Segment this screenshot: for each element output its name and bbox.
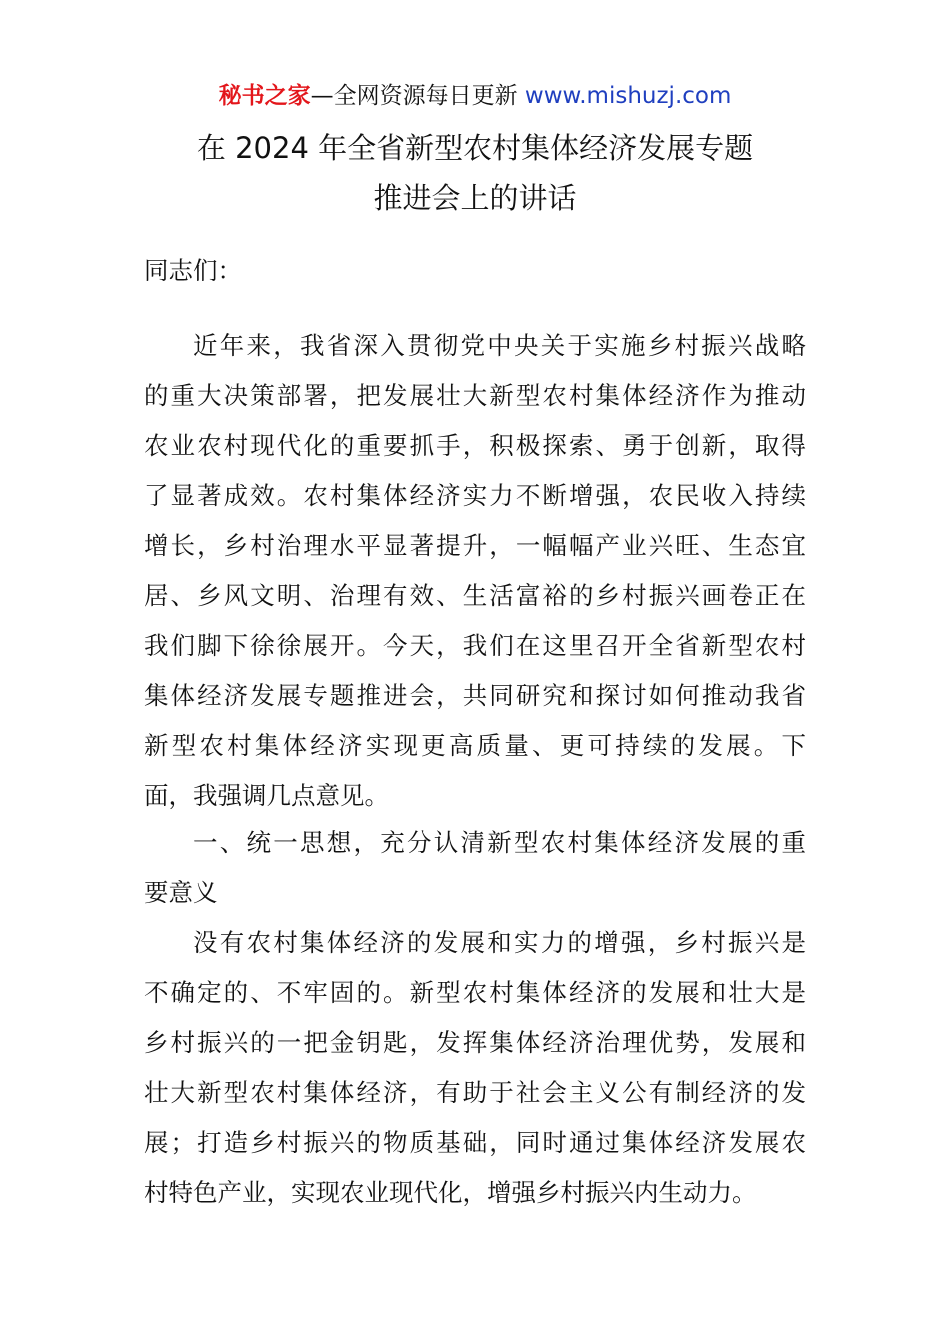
paragraph-line: 我们脚下徐徐展开。今天，我们在这里召开全省新型农村 xyxy=(144,631,806,660)
section-heading-line: 要意义 xyxy=(144,878,218,907)
section-heading-line: 一、统一思想，充分认清新型农村集体经济发展的重 xyxy=(193,828,806,857)
paragraph-line: 的重大决策部署，把发展壮大新型农村集体经济作为推动 xyxy=(144,381,806,410)
paragraph-line: 集体经济发展专题推进会，共同研究和探讨如何推动我省 xyxy=(144,681,806,710)
section-heading-1 xyxy=(144,818,806,918)
header-tagline: —全网资源每日更新 xyxy=(310,83,518,109)
document-title-line-2: 推进会上的讲话 xyxy=(373,181,577,215)
paragraph-line: 新型农村集体经济实现更高质量、更可持续的发展。下 xyxy=(144,731,806,760)
paragraph-line: 展；打造乡村振兴的物质基础，同时通过集体经济发展农 xyxy=(144,1128,806,1157)
paragraph-line: 没有农村集体经济的发展和实力的增强，乡村振兴是 xyxy=(193,928,806,957)
paragraph-line: 乡村振兴的一把金钥匙，发挥集体经济治理优势，发展和 xyxy=(144,1028,806,1057)
paragraph-line: 近年来，我省深入贯彻党中央关于实施乡村振兴战略 xyxy=(193,331,806,360)
paragraph-line: 不确定的、不牢固的。新型农村集体经济的发展和壮大是 xyxy=(144,978,806,1007)
brand-name: 秘书之家 xyxy=(218,83,311,109)
document-title-line-1: 在 2024 年全省新型农村集体经济发展专题 xyxy=(196,131,754,165)
paragraph-line: 壮大新型农村集体经济，有助于社会主义公有制经济的发 xyxy=(144,1078,806,1107)
paragraph-2 xyxy=(144,918,806,1218)
salutation: 同志们： xyxy=(144,256,242,285)
paragraph-1 xyxy=(144,321,806,821)
paragraph-line: 农业农村现代化的重要抓手，积极探索、勇于创新，取得 xyxy=(144,431,806,460)
paragraph-line: 了显著成效。农村集体经济实力不断增强，农民收入持续 xyxy=(144,481,806,510)
paragraph-line: 增长，乡村治理水平显著提升，一幅幅产业兴旺、生态宜 xyxy=(144,531,806,560)
site-url[interactable]: www.mishuzj.com xyxy=(524,83,732,109)
paragraph-line: 村特色产业，实现农业现代化，增强乡村振兴内生动力。 xyxy=(144,1178,757,1207)
site-header xyxy=(0,80,950,112)
paragraph-line: 面，我强调几点意见。 xyxy=(144,781,389,810)
paragraph-line: 居、乡风文明、治理有效、生活富裕的乡村振兴画卷正在 xyxy=(144,581,806,610)
